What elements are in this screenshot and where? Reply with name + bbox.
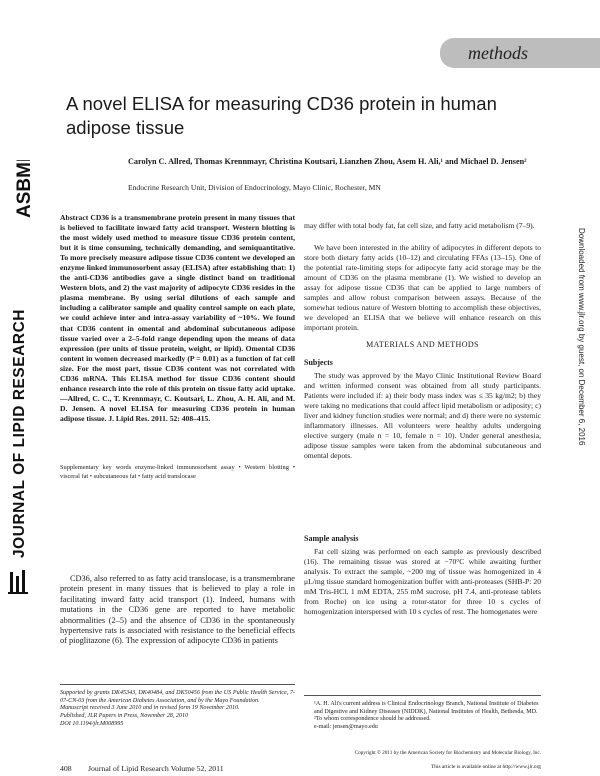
right-paragraph-2: We have been interested in the ability of adipocytes in different depots to store both dietary fatty acids (10–12) and circulating FFAs (13–15). One of the potential rate-limiting steps for adipocyte fatty acid storage may be the amount of CD36 on the plasma membrane (1). We wished to develop an assay for adipose tissue CD36 that can be applied to large numbers of samples and allow robust comparison between assays. Because of the somewhat tedious nature of Western blotting to accomplish these objectives, we developed an ELISA that we believe will enhance research on this important protein. bbox=[304, 243, 541, 333]
availability-footer: This article is available online at http://www.jlr.org bbox=[430, 764, 541, 770]
asbmb-logo bbox=[0, 160, 40, 220]
subjects-heading: Subjects bbox=[304, 358, 333, 367]
intro-paragraph: CD36, also referred to as fatty acid translocase, is a transmembrane protein present in many tissues that is believed to play a role in facilitating inward fatty acid transport (1). Indeed, humans with mutations in the CD36 gene are reported to have metabolic abnormalities (2–5) and the absence of CD36 in the spontaneously hypertensive rats is associated with resistance to the beneficial effects of pioglitazone (6). The expression of adipocyte CD36 in patients bbox=[60, 574, 295, 646]
download-watermark-text: Downloaded from www.jlr.org by guest, on December 6, 2016 bbox=[577, 228, 586, 446]
article-title: A novel ELISA for measuring CD36 protein in human adipose tissue bbox=[66, 93, 497, 138]
sample-analysis-text: Fat cell sizing was performed on each sample as previously described (16). The remaining tissue was stored at −70°C while awaiting further analysis. To extract the sample, ~200 mg of tissue was homogenized in 4 μL/mg tissue standard homogenization buffer with anti-proteases (SHB-P: 20 mM Tris-HCl, 1 mM EDTA, 255 mM sucrose, pH 7.4, anti-protease tablets from Roche) on ice using a rotor-stator for three 10 s cycles of homogenization interspersed with 10 s cycles of rest. The homogenates were bbox=[304, 547, 541, 617]
journal-logo-icon bbox=[4, 568, 32, 596]
footnote-rule bbox=[60, 684, 295, 685]
asbmb-logo-text: ASBMB bbox=[14, 160, 35, 218]
author-footnotes: ¹A. H. Ali's current address is Clinical Endocrinology Branch, National Institute of Diabetes and Digestive and Kidney Diseases (NIDDK), National Institutes of Health, Bethesda, MD. ²To whom correspondence should be addressed. e-mail: jensen@mayo.edu bbox=[314, 701, 539, 730]
journal-sidebar bbox=[2, 228, 32, 560]
download-watermark bbox=[575, 228, 591, 600]
right-paragraph-1: may differ with total body fat, fat cell size, and fatty acid metabolism (7–9). bbox=[304, 221, 535, 230]
funding-footnote: Supported by grants DK45343, DK40484, and DK50456 from the US Public Health Service, 7-07-CN-03 from the American Diabetes Association, and by the Mayo Foundation. Manuscript received 3 June 2010 and in revised form 19 November 2010. Published, JLR Papers in Press, November 28, 2010 DOI 10.1194/jlr.M008995 bbox=[60, 690, 295, 727]
sample-analysis-heading: Sample analysis bbox=[304, 534, 359, 543]
journal-sidebar-text: JOURNAL OF LIPID RESEARCH bbox=[11, 308, 28, 558]
keywords: Supplementary key words enzyme-linked immunosorbent assay • Western blotting • visceral fat • subcutaneous fat • fatty acid translocase bbox=[60, 464, 295, 480]
page-number: 408 bbox=[60, 764, 72, 773]
author-list: Carolyn C. Allred, Thomas Krennmayr, Christina Koutsari, Lianzhen Zhou, Asem H. Ali,¹ and Michael D. Jensen² bbox=[128, 157, 527, 166]
footnote-rule-right bbox=[304, 695, 541, 696]
journal-footer: Journal of Lipid Research Volume 52, 2011 bbox=[88, 764, 224, 773]
affiliation: Endocrine Research Unit, Division of Endocrinology, Mayo Clinic, Rochester, MN bbox=[128, 183, 381, 192]
copyright: Copyright © 2011 by the American Society for Biochemistry and Molecular Biology, Inc. bbox=[354, 750, 541, 756]
subjects-text: The study was approved by the Mayo Clinic Institutional Review Board and written informed consent was obtained from all study participants. Patients were included if: a) their body mass index was ≤ 35 kg/m2; b) they were taking no medications that could affect lipid metabolism or adiposity; c) liver and kidney function studies were normal; and d) there were no systemic inflammatory illnesses. All volunteers were healthy adults undergoing elective surgery (male n = 10, female n = 10). Under general anesthesia, adipose tissue samples were taken from the abdominal subcutaneous and omental depots. bbox=[304, 371, 541, 461]
section-tab bbox=[440, 38, 600, 68]
section-tab-label: methods bbox=[468, 42, 528, 63]
section-heading: MATERIALS AND METHODS bbox=[366, 340, 479, 349]
abstract: Abstract CD36 is a transmembrane protein present in many tissues that is believed to facilitate inward fatty acid transport. Western blotting is the most widely used method to measure tissue CD36 protein content, but it is time consuming, technically demanding, and semiquantitative. To more precisely measure adipose tissue CD36 content we developed an enzyme linked immunosorbent assay (ELISA) after establishing that: 1) the anti-CD36 antibodies gave a single distinct band on traditional Western blots, and 2) the vast majority of adipocyte CD36 resides in the plasma membrane. By using serial dilutions of each sample and including a calibrator sample and quality control sample on each plate, we could achieve inter and intra-assay variability of ~10%. We found that CD36 content in omental and abdominal subcutaneous adipose tissue varied over a 2–5-fold range depending upon the means of data expression (per units of tissue protein, weight, or lipid). Omental CD36 content in women decreased markedly (P = 0.01) as a function of fat cell size. For the most part, tissue CD36 content was not correlated with CD36 mRNA. This ELISA method for tissue CD36 content should enhance research into the role of this protein on tissue fatty acid uptake.—Allred, C. C., T. Krennmayr, C. Koutsari, L. Zhou, A. H. Ali, and M. D. Jensen. A novel ELISA for measuring CD36 protein in human adipose tissue. J. Lipid Res. 2011. 52: 408–415. bbox=[60, 213, 295, 423]
